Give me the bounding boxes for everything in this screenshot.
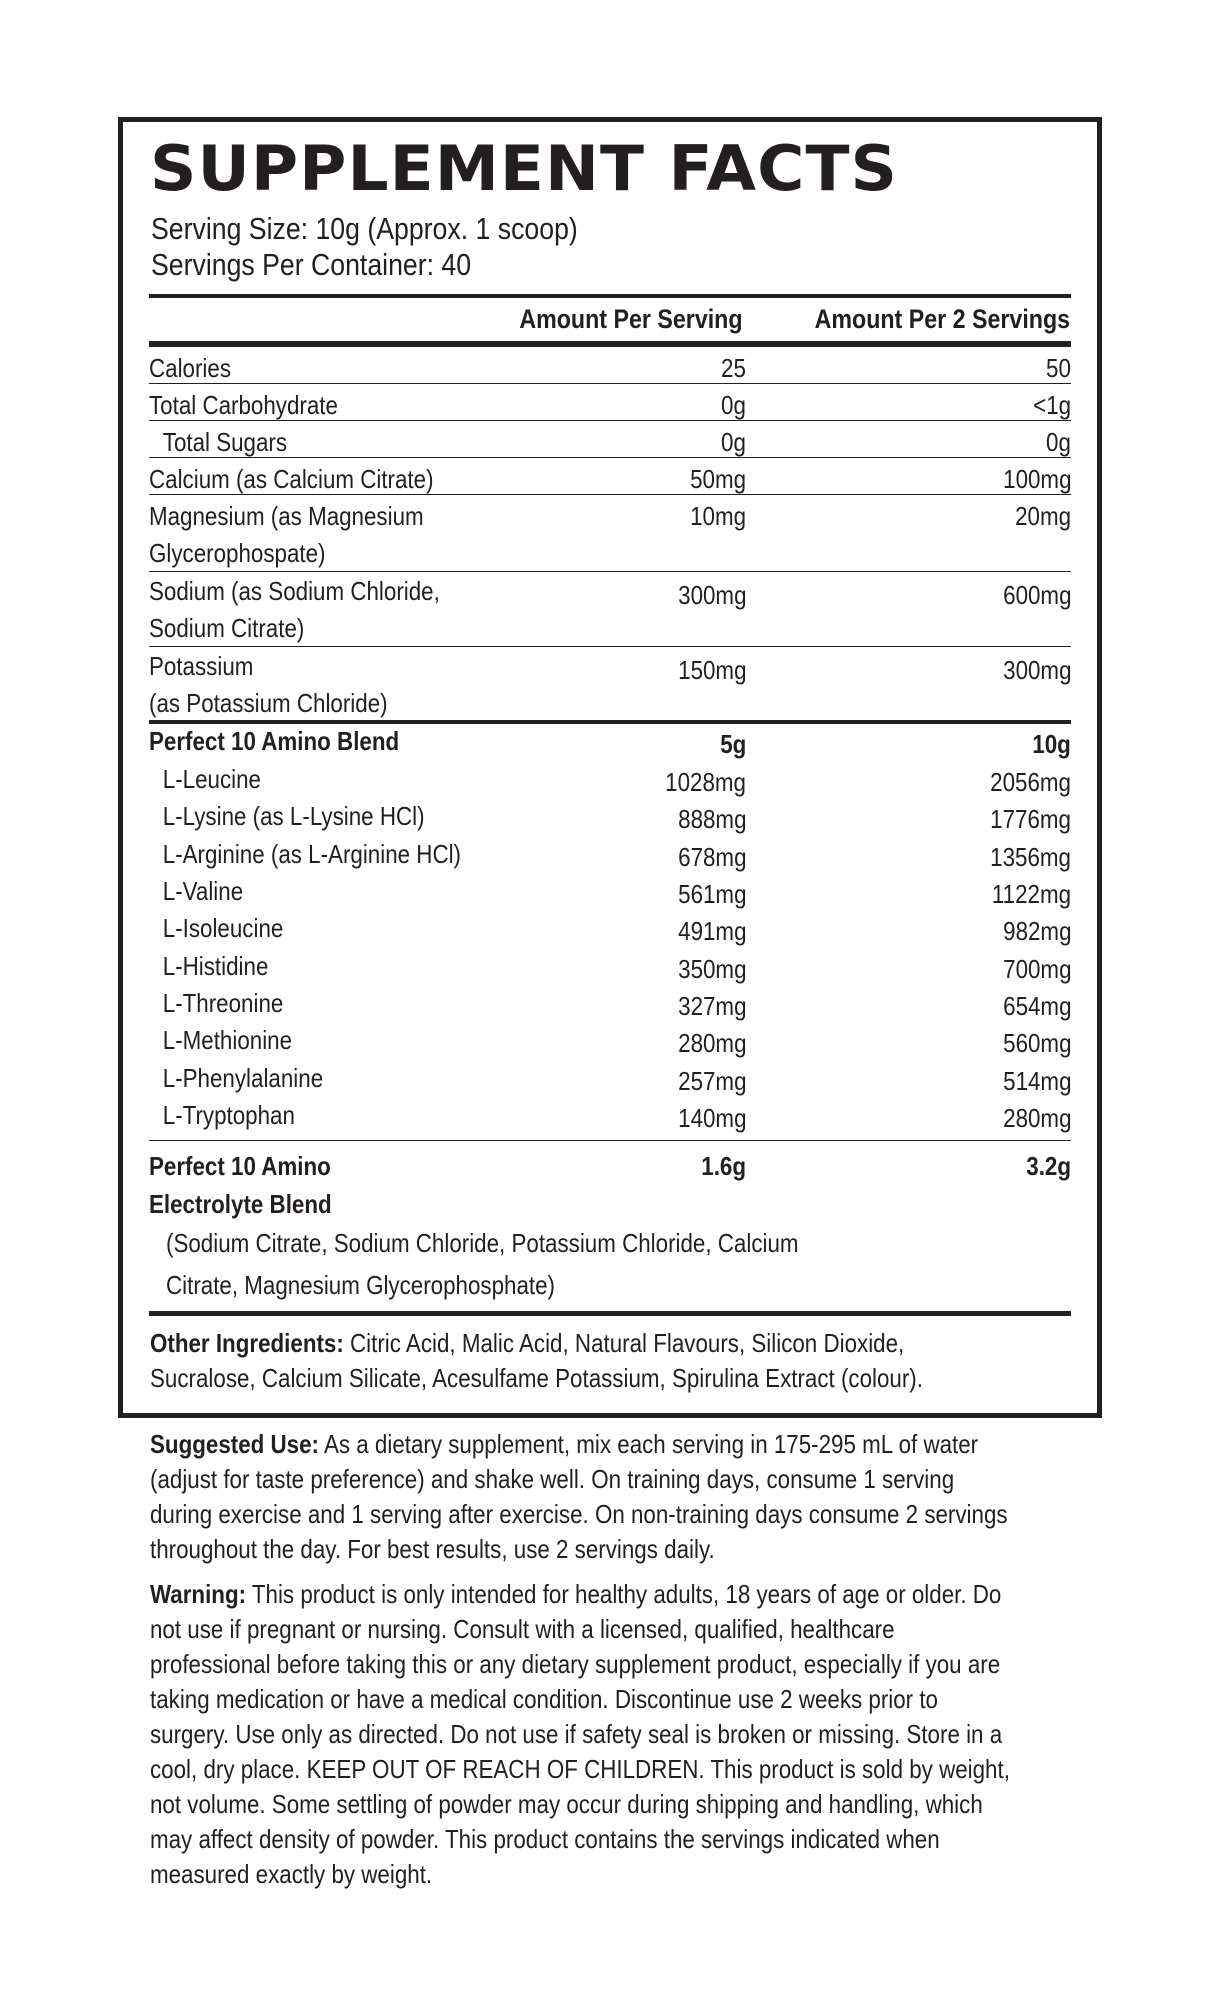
nutrient-name-cont: Sodium Citrate) xyxy=(149,613,305,643)
amino-name: L-Histidine xyxy=(162,951,269,981)
electrolyte-blend-row xyxy=(149,1148,1071,1224)
warning-label: Warning: xyxy=(150,1579,247,1609)
amount-per-2-servings: 100mg xyxy=(1002,464,1071,494)
blend-name: Perfect 10 Amino Blend xyxy=(149,726,400,756)
blend-contents: (Sodium Citrate, Sodium Chloride, Potassium Chloride, Calcium xyxy=(166,1228,799,1258)
amount-per-2-servings: 514mg xyxy=(1002,1066,1071,1096)
amount-per-2-servings: 300mg xyxy=(1002,655,1071,685)
amount-per-serving: 0g xyxy=(721,427,746,457)
nutrient-name-cont: (as Potassium Chloride) xyxy=(149,688,388,718)
amino-name: L-Threonine xyxy=(162,988,284,1018)
amount-per-serving: 491mg xyxy=(677,916,746,946)
nutrient-name: Calcium (as Calcium Citrate) xyxy=(149,464,434,494)
blend-name-cont: Electrolyte Blend xyxy=(149,1189,332,1219)
amount-per-serving: 257mg xyxy=(677,1066,746,1096)
nutrient-name-cont: Glycerophospate) xyxy=(149,538,326,568)
suggested-use xyxy=(150,1427,1010,1567)
other-ingredients-label: Other Ingredients: xyxy=(150,1328,344,1358)
amount-per-serving: 561mg xyxy=(677,879,746,909)
amount-per-2-servings: 1356mg xyxy=(990,842,1071,872)
amount-per-serving: 0g xyxy=(721,390,746,420)
amount-per-2-servings: 280mg xyxy=(1002,1103,1071,1133)
divider xyxy=(149,383,1071,384)
nutrient-name: Potassium xyxy=(149,651,254,681)
divider xyxy=(149,571,1071,572)
amount-per-serving: 50mg xyxy=(690,464,746,494)
nutrient-name: Magnesium (as Magnesium xyxy=(149,501,424,531)
suggested-use-text: As a dietary supplement, mix each serving in 175-295 mL of water (adjust for taste preference) and shake well. On training days, consume 1 serving during exercise and 1 serving after exercise. On non-training days consume 2 servings throughout the day. For best results, use 2 servings daily. xyxy=(150,1429,1008,1564)
column-header-per-serving: Amount Per Serving xyxy=(519,304,743,334)
other-ingredients-text: Citric Acid, Malic Acid, Natural Flavours, Silicon Dioxide, Sucralose, Calcium Silicate, Acesulfame Potassium, Spirulina Extract (colour). xyxy=(150,1328,923,1393)
nutrient-name: Total Sugars xyxy=(162,427,288,457)
amount-per-serving: 350mg xyxy=(677,954,746,984)
divider xyxy=(149,457,1071,458)
amount-per-2-servings: 20mg xyxy=(1015,501,1071,531)
amino-name: L-Arginine (as L-Arginine HCl) xyxy=(162,839,462,869)
nutrient-name: Sodium (as Sodium Chloride, xyxy=(149,576,440,606)
amount-per-serving: 1.6g xyxy=(701,1151,746,1181)
divider xyxy=(149,420,1071,421)
divider xyxy=(149,494,1071,495)
suggested-use-label: Suggested Use: xyxy=(150,1429,319,1459)
amount-per-serving: 888mg xyxy=(677,804,746,834)
amount-per-serving: 150mg xyxy=(677,655,746,685)
amount-per-serving: 5g xyxy=(719,729,746,759)
nutrient-row xyxy=(149,648,1071,722)
amount-per-serving: 10mg xyxy=(690,501,746,531)
amount-per-serving: 140mg xyxy=(677,1103,746,1133)
amount-per-2-servings: 2056mg xyxy=(990,767,1071,797)
amount-per-2-servings: <1g xyxy=(1033,390,1071,420)
amino-name: L-Leucine xyxy=(162,764,261,794)
divider xyxy=(149,1140,1071,1141)
nutrient-name: Total Carbohydrate xyxy=(149,390,338,420)
amount-per-2-servings: 1122mg xyxy=(991,879,1071,909)
amount-per-serving: 327mg xyxy=(677,991,746,1021)
divider xyxy=(149,1311,1071,1316)
nutrient-row xyxy=(149,573,1071,647)
amount-per-serving: 300mg xyxy=(677,580,746,610)
amount-per-2-servings: 10g xyxy=(1032,729,1071,759)
amount-per-2-servings: 600mg xyxy=(1002,580,1071,610)
blend-name: Perfect 10 Amino xyxy=(149,1151,331,1181)
serving-size: Serving Size: 10g (Approx. 1 scoop) xyxy=(151,211,578,246)
divider xyxy=(149,646,1071,647)
amino-name: L-Lysine (as L-Lysine HCl) xyxy=(162,801,425,831)
amount-per-2-servings: 0g xyxy=(1046,427,1071,457)
warning-text: This product is only intended for healthy adults, 18 years of age or older. Do not use if pregnant or nursing. Consult with a licensed, qualified, healthcare professional before taking this or any dietary supplement product, especially if you are taking medication or have a medical condition. Discontinue use 2 weeks prior to surgery. Use only as directed. Do not use if safety seal is broken or missing. Store in a cool, dry place. KEEP OUT OF REACH OF CHILDREN. This product is sold by weight, not volume. Some settling of powder may occur during shipping and handling, which may affect density of powder. This product contains the servings indicated when measured exactly by weight. xyxy=(150,1579,1010,1889)
amount-per-serving: 678mg xyxy=(677,842,746,872)
amount-per-2-servings: 654mg xyxy=(1002,991,1071,1021)
other-ingredients xyxy=(150,1326,1010,1396)
amino-name: L-Phenylalanine xyxy=(162,1063,324,1093)
amount-per-serving: 25 xyxy=(721,353,746,383)
amount-per-serving: 1028mg xyxy=(665,767,746,797)
amount-per-2-servings: 1776mg xyxy=(990,804,1071,834)
amount-per-2-servings: 3.2g xyxy=(1026,1151,1071,1181)
amount-per-2-servings: 50 xyxy=(1046,353,1071,383)
column-header-per-2-servings: Amount Per 2 Servings xyxy=(814,304,1070,334)
divider xyxy=(149,294,1071,298)
servings-per-container: Servings Per Container: 40 xyxy=(151,247,472,282)
amount-per-2-servings: 700mg xyxy=(1002,954,1071,984)
amount-per-serving: 280mg xyxy=(677,1028,746,1058)
divider xyxy=(149,341,1071,347)
blend-contents-cont: Citrate, Magnesium Glycerophosphate) xyxy=(166,1270,556,1300)
amount-per-2-servings: 560mg xyxy=(1002,1028,1071,1058)
warning xyxy=(150,1577,1010,1892)
nutrient-row xyxy=(149,498,1071,572)
amino-name: L-Isoleucine xyxy=(162,913,284,943)
nutrient-name: Calories xyxy=(149,353,232,383)
amino-name: L-Methionine xyxy=(162,1025,293,1055)
amount-per-2-servings: 982mg xyxy=(1002,916,1071,946)
amino-name: L-Tryptophan xyxy=(162,1100,295,1130)
panel-title: SUPPLEMENT FACTS xyxy=(150,132,899,205)
amino-name: L-Valine xyxy=(162,876,244,906)
